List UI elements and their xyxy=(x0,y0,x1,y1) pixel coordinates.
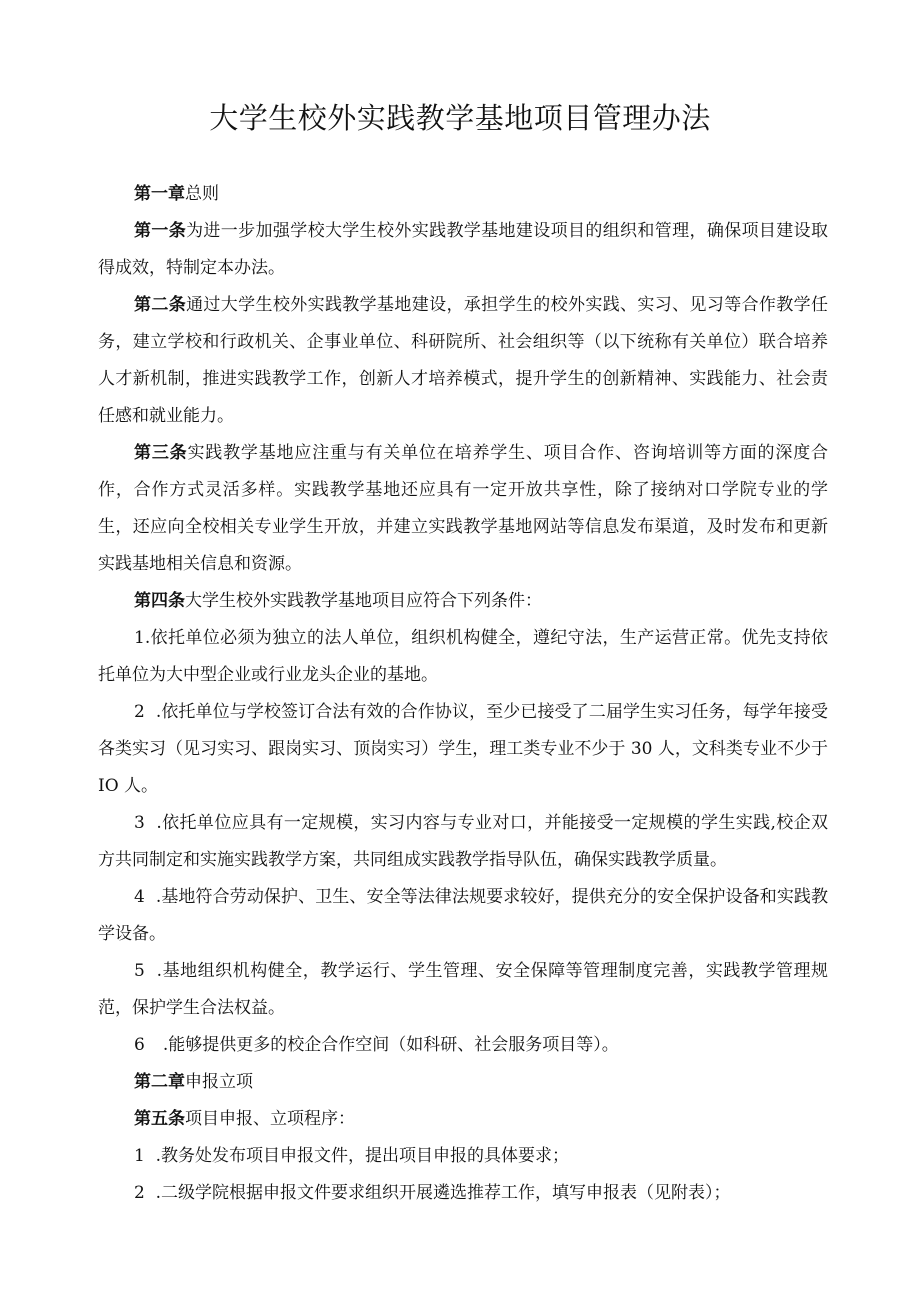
list-item xyxy=(98,1027,828,1064)
chapter-label: 第一章 xyxy=(134,184,185,204)
article-label: 第一条 xyxy=(134,221,187,241)
article-label: 第三条 xyxy=(134,443,188,463)
article-text: 大学生校外实践教学基地项目应符合下列条件： xyxy=(185,591,542,611)
chapter-1-heading xyxy=(98,176,828,213)
item-number: 2 . xyxy=(134,702,162,722)
article-3 xyxy=(98,435,828,583)
article-5 xyxy=(98,1101,828,1138)
list-item xyxy=(98,805,828,879)
article-4 xyxy=(98,583,828,620)
item-text: 基地组织机构健全，教学运行、学生管理、安全保障等管理制度完善，实践教学管理规范，保护学生合法权益。 xyxy=(98,961,828,1018)
item-number: 4 . xyxy=(134,887,162,907)
chapter-2-heading xyxy=(98,1064,828,1101)
chapter-title: 申报立项 xyxy=(185,1072,253,1092)
item-number: 1 . xyxy=(134,1146,162,1166)
article-1 xyxy=(98,213,828,287)
list-item xyxy=(98,879,828,953)
list-item xyxy=(98,1175,828,1212)
article-label: 第四条 xyxy=(134,591,185,611)
item-text: 依托单位必须为独立的法人单位，组织机构健全，遵纪守法，生产运营正常。优先支持依托单位为大中型企业或行业龙头企业的基地。 xyxy=(98,628,828,685)
article-label: 第二条 xyxy=(134,295,187,315)
list-item xyxy=(98,953,828,1027)
list-item xyxy=(98,694,828,805)
item-text: 依托单位与学校签订合法有效的合作协议，至少已接受了二届学生实习任务，每学年接受各类实习（见习实习、跟岗实习、顶岗实习）学生，理工类专业不少于 30 人，文科类专业不少于 IO 人。 xyxy=(98,702,829,796)
item-number: 5 . xyxy=(134,961,163,981)
item-number: 3 . xyxy=(134,813,162,833)
chapter-label: 第二章 xyxy=(134,1072,185,1092)
article-text: 项目申报、立项程序： xyxy=(185,1109,355,1129)
item-text: 二级学院根据申报文件要求组织开展遴选推荐工作，填写申报表（见附表）； xyxy=(161,1183,731,1203)
article-text: 为进一步加强学校大学生校外实践教学基地建设项目的组织和管理，确保项目建设取得成效，特制定本办法。 xyxy=(98,221,828,278)
article-2 xyxy=(98,287,828,435)
list-item xyxy=(98,1138,828,1175)
item-number: 6 xyxy=(134,1035,145,1055)
document-title: 大学生校外实践教学基地项目管理办法 xyxy=(209,101,711,135)
article-text: 通过大学生校外实践教学基地建设，承担学生的校外实践、实习、见习等合作教学任务，建立学校和行政机关、企事业单位、科研院所、社会组织等（以下统称有关单位）联合培养人才新机制，推进实践教学工作，创新人才培养模式，提升学生的创新精神、实践能力、社会责任感和就业能力。 xyxy=(98,295,828,426)
item-text: .能够提供更多的校企合作空间（如科研、社会服务项目等）。 xyxy=(162,1035,619,1055)
list-item xyxy=(98,620,828,694)
article-label: 第五条 xyxy=(134,1109,185,1129)
item-number: 2 . xyxy=(134,1183,162,1203)
chapter-title: 总则 xyxy=(185,184,219,204)
article-text: 实践教学基地应注重与有关单位在培养学生、项目合作、咨询培训等方面的深度合作，合作方式灵活多样。实践教学基地还应具有一定开放共享性，除了接纳对口学院专业的学生，还应向全校相关专业学生开放，并建立实践教学基地网站等信息发布渠道，及时发布和更新实践基地相关信息和资源。 xyxy=(98,443,829,574)
document-body xyxy=(98,176,828,1212)
item-text: 基地符合劳动保护、卫生、安全等法律法规要求较好，提供充分的安全保护设备和实践教学设备。 xyxy=(98,887,829,944)
item-number: 1. xyxy=(134,628,151,648)
item-text: 依托单位应具有一定规模，实习内容与专业对口，并能接受一定规模的学生实践,校企双方共同制定和实施实践教学方案，共同组成实践教学指导队伍，确保实践教学质量。 xyxy=(98,813,829,870)
item-text: 教务处发布项目申报文件，提出项目申报的具体要求； xyxy=(161,1146,570,1166)
